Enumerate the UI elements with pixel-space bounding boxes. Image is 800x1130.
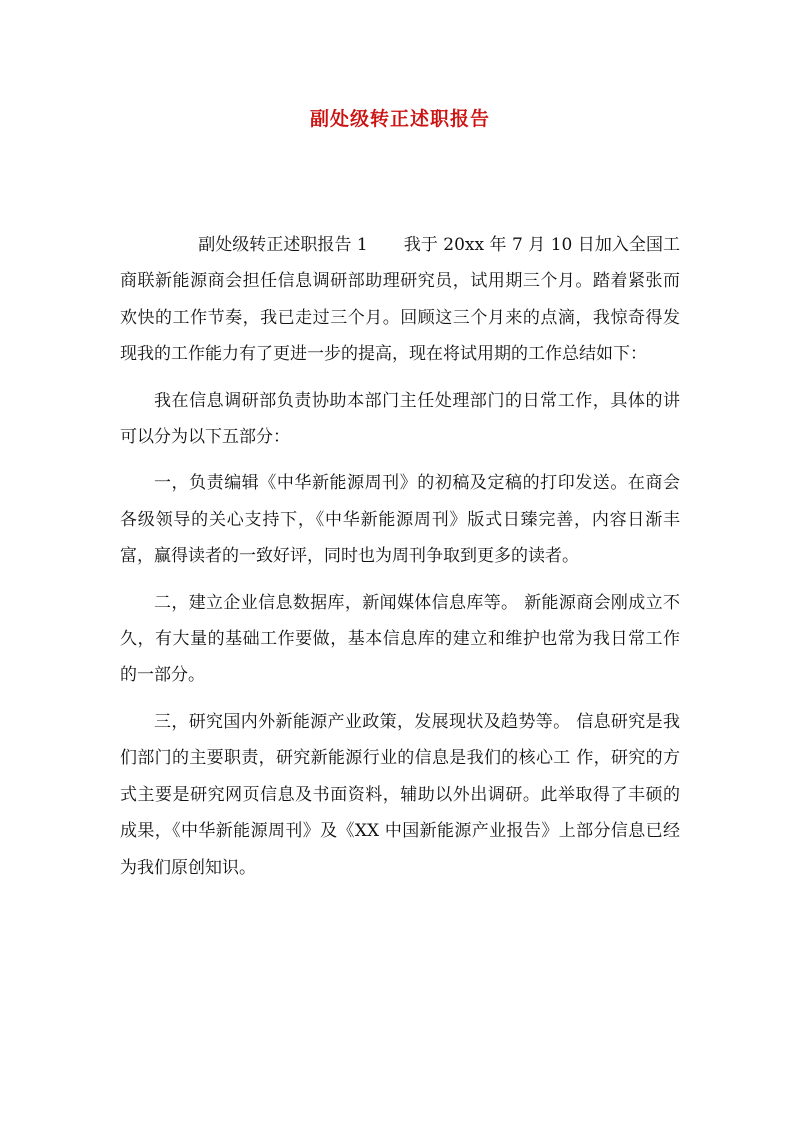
- document-title: 副处级转正述职报告: [309, 108, 490, 130]
- paragraph-5: 三，研究国内外新能源产业政策，发展现状及趋势等。 信息研究是我们部门的主要职责，研究新能源行业的信息是我们的核心工 作，研究的方式主要是研究网页信息及书面资料，辅助以外出调研。此举取得了丰硕的成果，《中华新能源周刊》及《XX 中国新能源产业报告》上部分信息已经为我们原创知识。: [120, 711, 680, 878]
- paragraph-1-text: 我于 20xx 年 7 月 10 日加入全国工商联新能源商会担任信息调研部助理研究员，试用期三个月。踏着紧张而欢快的工作节奏，我已走过三个月。回顾这三个月来的点滴，我惊奇得发现我的工作能力有了更进一步的提高，现在将试用期的工作总结如下：: [120, 235, 680, 365]
- paragraph-3: 一，负责编辑《中华新能源周刊》的初稿及定稿的打印发送。在商会各级领导的关心支持下，《中华新能源周刊》版式日臻完善，内容日渐丰富，赢得读者的一致好评，同时也为周刊争取到更多的读者。: [120, 473, 680, 567]
- paragraph-1: [120, 227, 680, 373]
- paragraph-4: 二，建立企业信息数据库，新闻媒体信息库等。 新能源商会刚成立不久，有大量的基础工作要做，基本信息库的建立和维护也常为我日常工作的一部分。: [120, 592, 680, 686]
- paragraph-2: 我在信息调研部负责协助本部门主任处理部门的日常工作，具体的讲可以分为以下五部分：: [120, 390, 680, 448]
- document-body: [120, 227, 680, 896]
- intro-heading: 副处级转正述职报告 1: [198, 235, 368, 255]
